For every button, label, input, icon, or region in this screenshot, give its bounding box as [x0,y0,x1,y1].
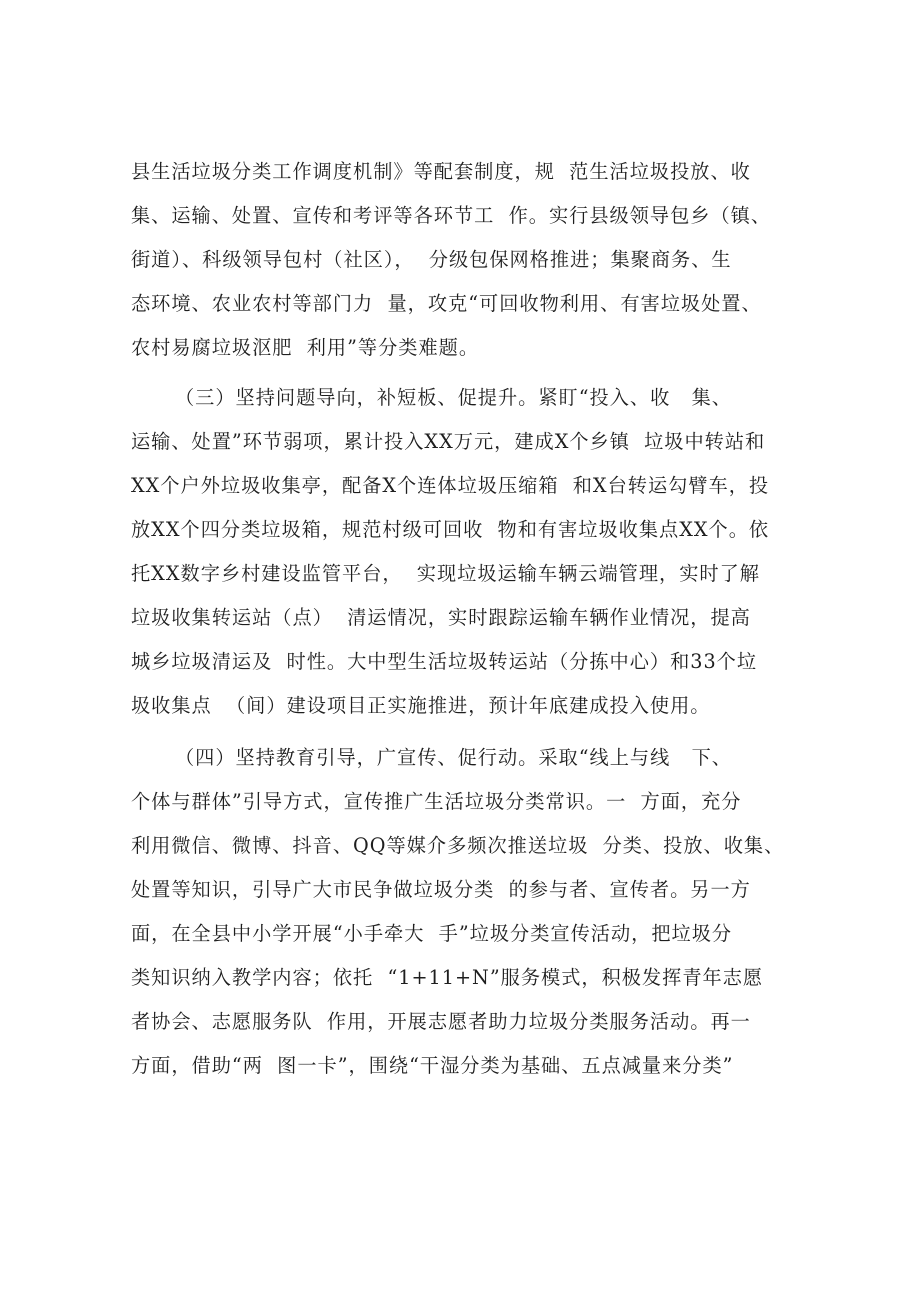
text-line: 个体与群体”引导方式，宣传推广生活垃圾分类常识。一 方面，充分 [131,790,742,813]
text-line: 运输、处置”环节弱项，累计投入XX万元，建成X个乡镇 垃圾中转站和 [131,430,766,453]
text-line: 类知识纳入教学内容；依托 “1+11+N”服务模式，积极发挥青年志愿 [131,966,764,989]
text-line: 农村易腐垃圾沤肥 利用”等分类难题。 [131,336,480,359]
text-line: 集、运输、处置、宣传和考评等各环节工 作。实行县级领导包乡（镇、 [131,204,772,227]
text-line: 方面，借助“两 图一卡”，围绕“干湿分类为基础、五点减量来分类” [131,1054,734,1077]
text-line: 城乡垃圾清运及 时性。大中型生活垃圾转运站（分拣中心）和33个垃 [131,650,758,673]
text-line: 放XX个四分类垃圾箱，规范村级可回收 物和有害垃圾收集点XX个。依 [131,518,770,541]
section-four-heading-line: （四）坚持教育引导，广宣传、促行动。采取“线上与线 下、 [175,746,732,769]
text-line: 圾收集点 （间）建设项目正实施推进，预计年底建成投入使用。 [131,694,711,717]
text-line: 县生活垃圾分类工作调度机制》等配套制度，规 范生活垃圾投放、收 [131,160,751,183]
text-line: 利用微信、微博、抖音、QQ等媒介多频次推送垃圾 分类、投放、收集、 [131,834,785,857]
text-line: 处置等知识，引导广大市民争做垃圾分类 的参与者、宣传者。另一方 [131,878,751,901]
text-line: 态环境、农业农村等部门力 量，攻克“可回收物利用、有害垃圾处置、 [131,292,762,315]
text-line: 面，在全县中小学开展“小手牵大 手”垃圾分类宣传活动，把垃圾分 [131,922,733,945]
text-line: 托XX数字乡村建设监管平台， 实现垃圾运输车辆云端管理，实时了解 [131,562,760,585]
text-line: XX个户外垃圾收集亭，配备X个连体垃圾压缩箱 和X台转运勾臂车，投 [131,474,770,497]
text-line: 者协会、志愿服务队 作用，开展志愿者助力垃圾分类服务活动。再一 [131,1010,751,1033]
text-line: 垃圾收集转运站（点） 清运情况，实时跟踪运输车辆作业情况，提高 [131,606,751,629]
text-line: 街道）、科级领导包村（社区）， 分级包保网格推进；集聚商务、生 [131,248,732,271]
section-three-heading-line: （三）坚持问题导向，补短板、促提升。紧盯“投入、收 集、 [175,386,732,409]
